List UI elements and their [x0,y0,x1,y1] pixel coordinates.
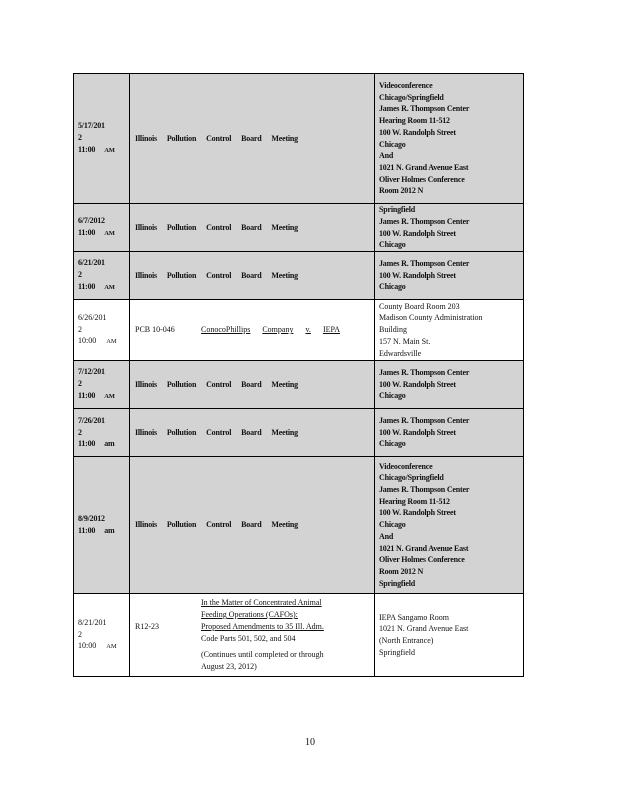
event-cell [130,74,375,204]
location-line: Chicago [379,520,406,530]
location-line: Room 2012 N [379,566,424,576]
time-text: 11:00 am [78,439,115,449]
location-line: 100 W. Randolph Street [379,228,456,238]
location-line: Videoconference [379,80,433,90]
time-text: 11:00 am [78,526,115,535]
time-text: 11:00 AM [78,228,115,237]
location-line: (North Entrance) [379,636,434,645]
event-name: Illinois Pollution Control Board Meeting [135,222,298,232]
date-cell [74,252,130,300]
table-row [74,74,524,204]
date-text: 7/12/201 [78,367,105,377]
time-text: 10:00 AM [78,641,117,651]
location-line: 1021 N. Grand Avenue East [379,624,469,634]
location-line: James R. Thompson Center [379,485,470,495]
rulemaking-note: August 23, 2012) [201,661,257,671]
location-cell [375,594,524,677]
location-line: Springfield [379,647,415,657]
date-text: 5/17/201 [78,121,105,131]
location-cell [375,300,524,361]
time-text: 11:00 AM [78,281,115,291]
date-cell [74,361,130,409]
date-cell [74,409,130,457]
location-line: James R. Thompson Center [379,367,470,377]
case-number: PCB 10-046 [135,325,175,335]
table-row [74,300,524,361]
location-line: Oliver Holmes Conference [379,174,465,184]
location-line: And [379,151,394,161]
date-text: 2 [78,133,82,143]
date-cell [74,457,130,594]
location-line: IEPA Sangamo Room [379,612,449,622]
time-text: 11:00 AM [78,144,115,154]
event-name: Illinois Pollution Control Board Meeting [135,379,298,389]
location-line: James R. Thompson Center [379,415,470,425]
location-line: 1021 N. Grand Avenue East [379,162,469,172]
location-line: Madison County Administration [379,313,483,323]
table-row [74,361,524,409]
location-line: 100 W. Randolph Street [379,270,456,280]
rulemaking-cell [130,594,375,677]
table-row [74,594,524,677]
location-cell [375,457,524,594]
event-cell [130,361,375,409]
location-cell [375,361,524,409]
page-number: 10 [305,737,315,748]
location-line: 100 W. Randolph Street [379,427,456,437]
date-cell [74,300,130,361]
location-line: Chicago [379,439,406,449]
case-cell [130,300,375,361]
hearing-schedule-table [73,73,524,677]
date-text: 6/26/201 [78,312,107,322]
location-cell [375,74,524,204]
date-text: 2 [78,270,82,280]
location-line: James R. Thompson Center [379,104,470,114]
location-line: Videoconference [379,461,433,471]
location-line: Springfield [379,578,416,588]
date-cell [74,204,130,252]
date-text: 2 [78,629,82,639]
location-line: James R. Thompson Center [379,258,470,268]
time-text: 10:00 AM [78,336,117,346]
location-line: Room 2012 N [379,186,424,196]
location-line: Chicago/Springfield [379,473,444,483]
date-text: 8/21/201 [78,617,107,627]
location-line: And [379,531,394,541]
event-name: Illinois Pollution Control Board Meeting [135,427,298,437]
location-line: Chicago/Springfield [379,92,444,102]
location-line: Building [379,325,408,335]
date-text: 6/21/201 [78,258,105,268]
table-row [74,252,524,300]
rulemaking-note: (Continues until completed or through [201,650,324,660]
table-row [74,409,524,457]
location-line: Edwardsville [379,348,422,358]
date-cell [74,594,130,677]
location-line: Chicago [379,240,406,250]
time-text: 11:00 AM [78,390,115,400]
date-text: 2 [78,379,82,389]
location-cell [375,409,524,457]
event-cell [130,457,375,594]
date-cell [74,74,130,204]
event-cell [130,409,375,457]
location-cell [375,204,524,252]
location-line: 100 W. Randolph Street [379,379,456,389]
event-name: Illinois Pollution Control Board Meeting [135,133,298,143]
table-row [74,204,524,252]
location-line: 100 W. Randolph Street [379,127,456,137]
case-title: ConocoPhillips Company v. IEPA [201,325,340,335]
location-line: Chicago [379,391,406,401]
date-text: 2 [78,324,82,334]
location-line: 157 N. Main St. [379,336,431,346]
location-line: Chicago [379,139,406,149]
location-cell [375,252,524,300]
table-row [74,457,524,594]
location-line: Springfield [379,205,416,215]
docket-number: R12-23 [135,622,159,632]
event-name: Illinois Pollution Control Board Meeting [135,520,298,530]
location-line: Chicago [379,282,406,292]
rulemaking-title: In the Matter of Concentrated Animal Feeding Operations (CAFOs): Proposed Amendments to 35 Ill. Adm. Code Parts 501, 502, and 504 (Continues until completed or through August 23, 2012) [201,597,358,672]
location-line: 1021 N. Grand Avenue East [379,543,469,553]
event-name: Illinois Pollution Control Board Meeting [135,270,298,280]
event-cell [130,204,375,252]
date-text: 6/7/2012 [78,216,105,226]
location-line: James R. Thompson Center [379,216,470,226]
location-line: 100 W. Randolph Street [379,508,456,518]
date-text: 2 [78,427,82,437]
location-line: Hearing Room 11-512 [379,116,450,126]
location-line: Oliver Holmes Conference [379,555,465,565]
event-cell [130,252,375,300]
location-line: Hearing Room 11-512 [379,496,450,506]
location-line: County Board Room 203 [379,301,460,311]
date-text: 7/26/201 [78,415,105,425]
date-text: 8/9/2012 [78,514,105,524]
